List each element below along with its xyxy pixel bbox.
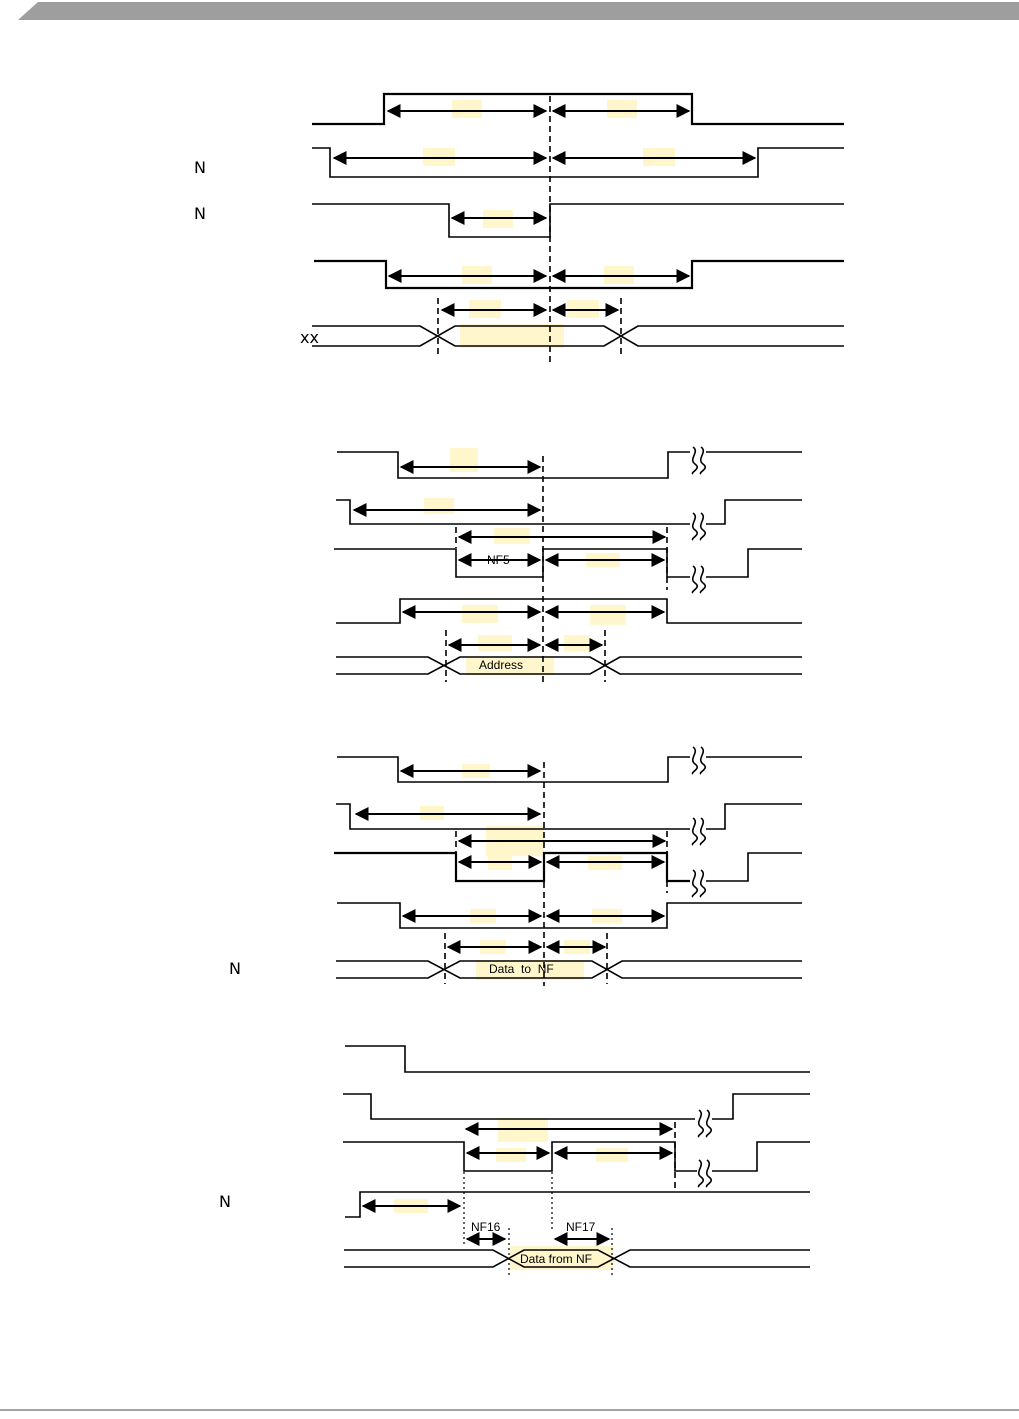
break-symbol	[699, 1110, 712, 1137]
bus-label-data-from-nf: Data from NF	[520, 1252, 593, 1266]
break-symbol	[693, 513, 706, 540]
bus-label-data-to-nf: Data to NF	[489, 962, 554, 976]
signal-label: N	[194, 204, 206, 223]
signal-label: N	[229, 959, 241, 978]
timing-diagram-1	[194, 94, 844, 364]
timing-diagram-2	[334, 447, 802, 684]
timing-label-nf17: NF17	[566, 1220, 596, 1234]
header-bar	[18, 2, 1019, 20]
timing-label-nf16: NF16	[471, 1220, 501, 1234]
bus-label: xx	[300, 328, 319, 347]
break-symbol	[693, 870, 706, 897]
timing-diagram-3	[229, 747, 802, 986]
break-symbol	[693, 818, 706, 845]
break-symbol	[693, 747, 706, 774]
timing-diagram-4	[219, 1046, 810, 1276]
signal-label: N	[194, 158, 206, 177]
break-symbol	[699, 1160, 712, 1187]
bus-label-address: Address	[479, 658, 524, 672]
break-symbol	[693, 566, 706, 593]
timing-label-nf5: NF5	[487, 553, 510, 567]
signal-label: N	[219, 1192, 231, 1211]
break-symbol	[693, 447, 706, 474]
